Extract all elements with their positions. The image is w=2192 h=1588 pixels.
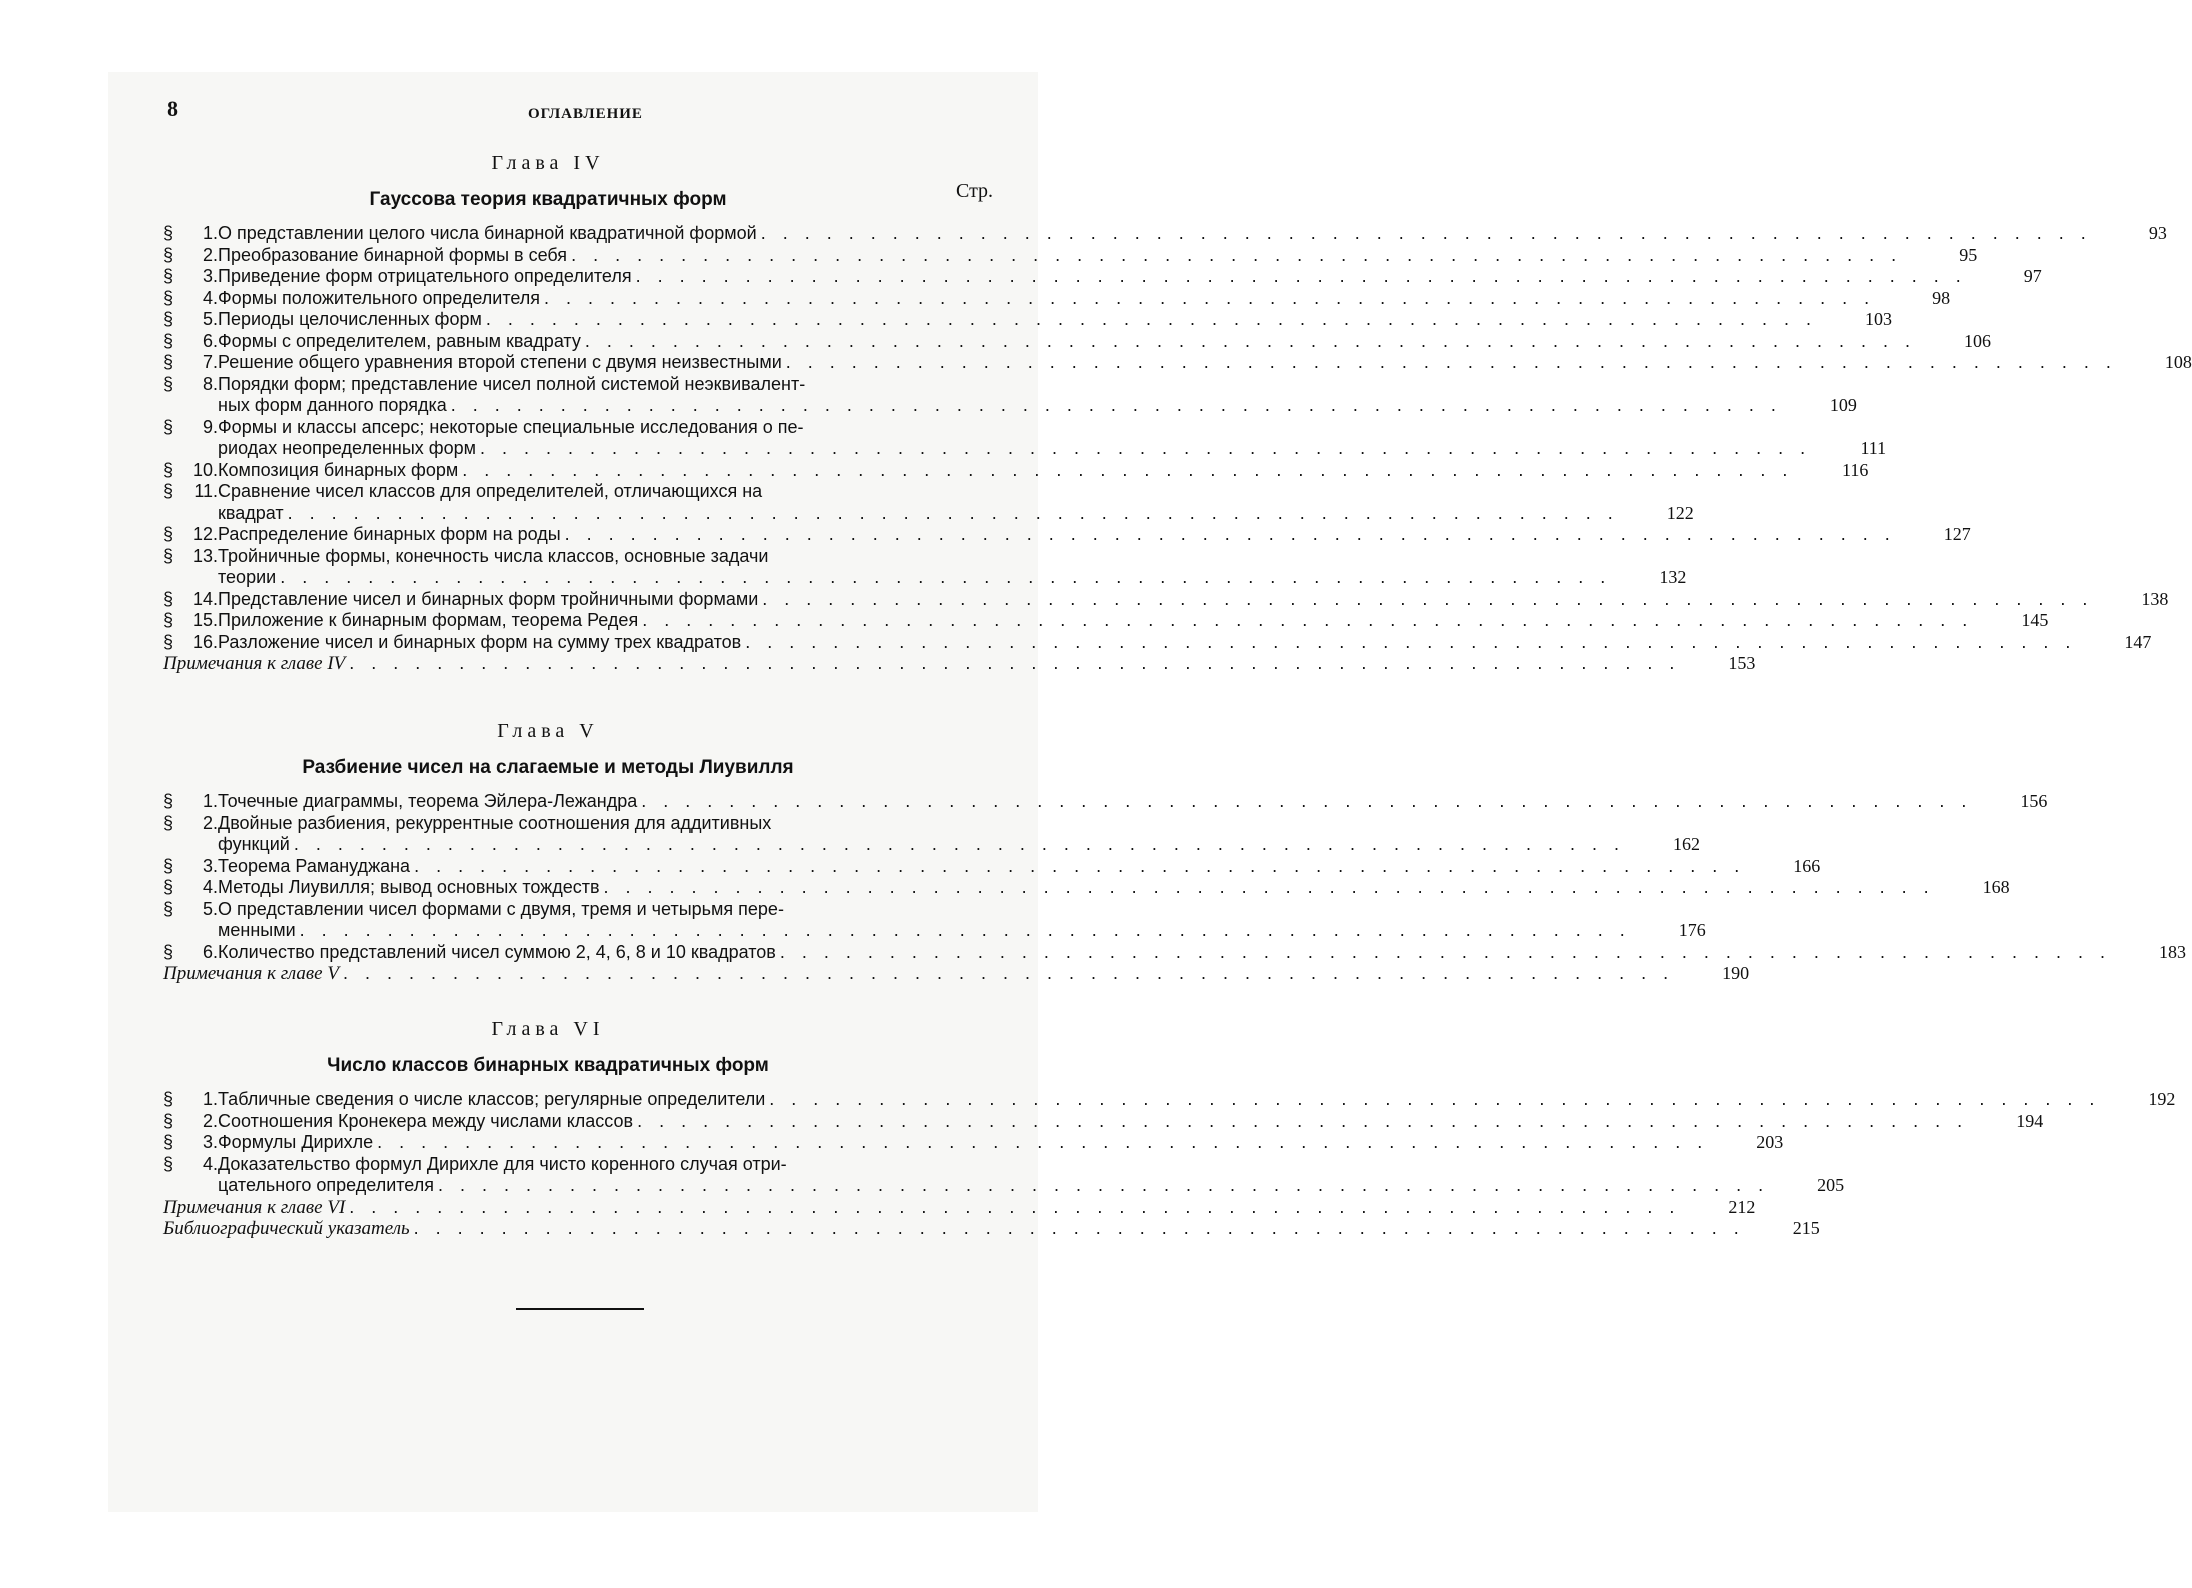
leader-line — [218, 589, 2093, 611]
toc-entry[interactable] — [163, 545, 1687, 589]
section-title-line: Теорема Рамануджана — [218, 855, 411, 876]
leader-line — [218, 791, 1972, 813]
dot-leader: . . . . . . . . . . . . . . . . . . . . . . . . . . . . . . . . . . . . . . . . . . . . . . . . . . . . . . . . . . . . . — [544, 287, 1876, 308]
section-mark: § — [163, 330, 174, 351]
bibliography-entry[interactable] — [163, 1218, 1820, 1240]
section-number — [163, 460, 218, 482]
chapter-notes-title — [163, 963, 1674, 985]
dot-leader: . . . . . . . . . . . . . . . . . . . . . . . . . . . . . . . . . . . . . . . . . . . . . . . . . . . . . . . . . . . . . — [779, 941, 2111, 962]
section-title — [218, 266, 1967, 288]
chapter-label: Глава VI — [491, 1018, 605, 1040]
section-number — [163, 1089, 218, 1111]
toc-entry[interactable] — [163, 812, 1700, 856]
section-index: 1. — [202, 1089, 218, 1109]
page-ref: 168 — [1982, 877, 2010, 897]
section-number — [163, 309, 218, 331]
section-title-line: Формулы Дирихле — [218, 1132, 374, 1152]
section-index: 2. — [202, 244, 218, 265]
section-title — [218, 1154, 1769, 1197]
section-mark: § — [163, 610, 174, 630]
section-mark: § — [163, 941, 174, 962]
page-ref: 106 — [1964, 330, 1992, 351]
page-ref: 147 — [2124, 631, 2152, 652]
section-mark: § — [163, 855, 174, 876]
page-ref: 156 — [2020, 791, 2048, 811]
page-ref: 111 — [1860, 438, 1887, 458]
leader-line — [218, 610, 1973, 632]
section-title-line: Доказательство формул Дирихле для чисто коренного случая отри- — [218, 1153, 787, 1174]
dot-leader: . . . . . . . . . . . . . . . . . . . . . . . . . . . . . . . . . . . . . . . . . . . . . . . . . . . . . . . . . . . . . — [584, 330, 1917, 351]
chapter-notes-entry[interactable] — [163, 963, 1750, 985]
toc-entry[interactable] — [163, 244, 1978, 267]
toc-list — [163, 791, 2186, 985]
dot-leader: . . . . . . . . . . . . . . . . . . . . . . . . . . . . . . . . . . . . . . . . . . . . . . . . . . . . . . . . . . . . . — [637, 1110, 1969, 1131]
toc-entry[interactable] — [163, 373, 1857, 417]
toc-entry[interactable] — [163, 1132, 1784, 1154]
section-number — [163, 791, 218, 813]
dot-leader: . . . . . . . . . . . . . . . . . . . . . . . . . . . . . . . . . . . . . . . . . . . . . . . . . . . . . . . . . . . . . — [564, 524, 1896, 544]
dot-leader: . . . . . . . . . . . . . . . . . . . . . . . . . . . . . . . . . . . . . . . . . . . . . . . . . . . . . . . . . . . . . — [280, 567, 1612, 587]
section-title-line: Периоды целочисленных форм — [218, 309, 482, 329]
section-title — [218, 331, 1916, 353]
chapter-notes-entry[interactable] — [163, 653, 1756, 675]
section-title — [218, 223, 2092, 245]
leader-line — [218, 567, 1611, 589]
section-number — [163, 266, 218, 288]
section-title-line: Распределение бинарных форм на роды — [218, 524, 561, 544]
leader-line — [218, 1111, 1968, 1133]
leader-line — [218, 834, 1625, 856]
dot-leader: . . . . . . . . . . . . . . . . . . . . . . . . . . . . . . . . . . . . . . . . . . . . . . . . . . . . . . . . . . . . . — [603, 877, 1935, 897]
section-title — [218, 460, 1793, 482]
page-ref: 203 — [1756, 1132, 1784, 1152]
section-number — [163, 856, 218, 878]
page-ref: 192 — [2148, 1089, 2176, 1109]
leader-line — [163, 653, 1680, 675]
section-title-line: риодах неопределенных форм — [218, 438, 476, 458]
section-title-line: функций — [218, 834, 290, 854]
page-ref: 212 — [1728, 1196, 1756, 1217]
leader-line — [218, 632, 2076, 654]
section-index: 8. — [202, 373, 218, 394]
section-title — [218, 546, 1611, 589]
bibliography-text: Библиографический указатель — [163, 1218, 410, 1239]
section-title — [218, 1132, 1708, 1154]
section-mark: § — [163, 373, 174, 394]
page-ref: 138 — [2141, 588, 2169, 609]
dot-leader: . . . . . . . . . . . . . . . . . . . . . . . . . . . . . . . . . . . . . . . . . . . . . . . . . . . . . . . . . . . . . — [450, 395, 1782, 415]
bibliography-title — [163, 1218, 1745, 1240]
section-title — [218, 288, 1875, 310]
page-ref: 103 — [1865, 309, 1893, 329]
leader-line — [218, 942, 2111, 964]
section-index: 14. — [192, 588, 218, 609]
page-ref: 215 — [1792, 1218, 1820, 1238]
section-title-line: Представление чисел и бинарных форм тройничными формами — [218, 588, 759, 609]
section-title-line: Порядки форм; представление чисел полной системой неэквивалент- — [218, 373, 806, 394]
toc-list — [163, 223, 2192, 675]
toc-entry[interactable] — [163, 416, 1887, 460]
dot-leader: . . . . . . . . . . . . . . . . . . . . . . . . . . . . . . . . . . . . . . . . . . . . . . . . . . . . . . . . . . . . . — [287, 502, 1619, 523]
section-title-line: Приложение к бинарным формам, теорема Редея — [218, 610, 639, 630]
section-mark: § — [163, 287, 174, 308]
section-index: 13. — [192, 545, 218, 566]
leader-line — [218, 920, 1631, 942]
section-index: 3. — [202, 266, 218, 286]
toc-entry[interactable] — [163, 631, 2152, 654]
section-title-line: Формы положительного определителя — [218, 287, 541, 308]
section-index: 5. — [202, 898, 218, 919]
page-ref: 145 — [2021, 610, 2049, 630]
end-rule — [516, 1308, 644, 1310]
page-ref: 153 — [1728, 653, 1756, 673]
section-title — [218, 813, 1625, 856]
toc-entry[interactable] — [163, 1089, 2176, 1111]
section-index: 4. — [202, 287, 218, 308]
toc-entry[interactable] — [163, 481, 1694, 524]
dot-leader: . . . . . . . . . . . . . . . . . . . . . . . . . . . . . . . . . . . . . . . . . . . . . . . . . . . . . . . . . . . . . — [293, 834, 1625, 854]
section-index: 1. — [202, 791, 218, 811]
toc-entry[interactable] — [163, 877, 2010, 899]
toc-entry[interactable] — [163, 941, 2186, 964]
section-number — [163, 546, 218, 568]
page-ref: 95 — [1959, 244, 1978, 265]
section-title-line: Сравнение чисел классов для определителей, отличающихся на — [218, 481, 763, 501]
section-title — [218, 245, 1902, 267]
leader-line — [218, 524, 1896, 546]
section-mark: § — [163, 459, 174, 480]
section-mark: § — [163, 1132, 174, 1152]
section-title — [218, 791, 1972, 813]
page-ref: 116 — [1842, 459, 1869, 480]
section-title-line: Точечные диаграммы, теорема Эйлера-Лежандра — [218, 791, 638, 811]
section-title-line: теории — [218, 567, 277, 587]
section-title-line: Тройничные формы, конечность числа классов, основные задачи — [218, 545, 769, 566]
dot-leader: . . . . . . . . . . . . . . . . . . . . . . . . . . . . . . . . . . . . . . . . . . . . . . . . . . . . . . . . . . . . . — [485, 309, 1818, 329]
section-number — [163, 524, 218, 546]
section-number — [163, 223, 218, 245]
toc-entry[interactable] — [163, 791, 2048, 813]
section-index: 4. — [202, 877, 218, 897]
section-title-line: Формы и классы апсерс; некоторые специальные исследования о пе- — [218, 416, 804, 437]
section-mark: § — [163, 545, 174, 566]
section-title — [218, 942, 2111, 964]
toc-entry[interactable] — [163, 898, 1706, 942]
section-mark: § — [163, 588, 174, 609]
section-number — [163, 1111, 218, 1133]
section-index: 2. — [202, 812, 218, 833]
section-title — [218, 877, 1935, 899]
leader-line — [218, 460, 1793, 482]
dot-leader: . . . . . . . . . . . . . . . . . . . . . . . . . . . . . . . . . . . . . . . . . . . . . . . . . . . . . . . . . . . . . — [745, 631, 2077, 652]
toc-entry[interactable] — [163, 330, 1992, 353]
leader-line — [218, 856, 1745, 878]
section-title-line: Двойные разбиения, рекуррентные соотношения для аддитивных — [218, 812, 772, 833]
page-ref: 162 — [1672, 834, 1700, 854]
toc-entry[interactable] — [163, 223, 2167, 245]
dot-leader: . . . . . . . . . . . . . . . . . . . . . . . . . . . . . . . . . . . . . . . . . . . . . . . . . . . . . . . . . . . . . — [437, 1175, 1770, 1195]
dot-leader: . . . . . . . . . . . . . . . . . . . . . . . . . . . . . . . . . . . . . . . . . . . . . . . . . . . . . . . . . . . . . — [480, 438, 1812, 458]
toc-entry[interactable] — [163, 309, 1893, 331]
toc-entry[interactable] — [163, 287, 1951, 310]
page-ref: 190 — [1722, 963, 1750, 983]
section-title — [218, 481, 1619, 524]
section-number — [163, 417, 218, 439]
section-index: 5. — [202, 309, 218, 329]
toc-entry[interactable] — [163, 352, 2192, 374]
dot-leader: . . . . . . . . . . . . . . . . . . . . . . . . . . . . . . . . . . . . . . . . . . . . . . . . . . . . . . . . . . . . . — [635, 266, 1967, 286]
dot-leader: . . . . . . . . . . . . . . . . . . . . . . . . . . . . . . . . . . . . . . . . . . . . . . . . . . . . . . . . . . . . . — [377, 1132, 1709, 1152]
leader-line — [218, 266, 1967, 288]
leader-line — [218, 309, 1817, 331]
section-index: 15. — [192, 610, 218, 630]
section-title — [218, 899, 1631, 942]
section-title — [218, 856, 1745, 878]
section-title-line: цательного определителя — [218, 1175, 434, 1195]
section-mark: § — [163, 416, 174, 437]
section-mark: § — [163, 812, 174, 833]
section-title-line: Соотношения Кронекера между числами классов — [218, 1110, 634, 1131]
chapter-title: Число классов бинарных квадратичных форм — [327, 1055, 769, 1076]
dot-leader: . . . . . . . . . . . . . . . . . . . . . . . . . . . . . . . . . . . . . . . . . . . . . . . . . . . . . . . . . . . . . — [349, 1196, 1681, 1217]
chapter-title: Гауссова теория квадратичных форм — [369, 189, 727, 210]
section-mark: § — [163, 1153, 174, 1174]
section-title — [218, 417, 1811, 460]
section-mark: § — [163, 481, 174, 501]
section-title — [218, 589, 2093, 611]
section-title-line: ных форм данного порядка — [218, 395, 447, 415]
dot-leader: . . . . . . . . . . . . . . . . . . . . . . . . . . . . . . . . . . . . . . . . . . . . . . . . . . . . . . . . . . . . . — [349, 653, 1681, 673]
leader-line — [218, 1175, 1769, 1197]
dot-leader: . . . . . . . . . . . . . . . . . . . . . . . . . . . . . . . . . . . . . . . . . . . . . . . . . . . . . . . . . . . . . — [762, 588, 2094, 609]
section-title — [218, 352, 2117, 374]
toc-entry[interactable] — [163, 459, 1869, 482]
page-ref: 205 — [1817, 1175, 1845, 1195]
section-title — [218, 374, 1782, 417]
section-number — [163, 899, 218, 921]
section-title — [218, 524, 1896, 546]
page-number: 8 — [167, 96, 178, 121]
page-column-label: Стр. — [956, 180, 994, 202]
toc-entry[interactable] — [163, 1153, 1845, 1197]
section-title-line: О представлении чисел формами с двумя, тремя и четырьмя пере- — [218, 898, 784, 919]
chapter-6 — [163, 1018, 2176, 1240]
section-index: 2. — [202, 1110, 218, 1131]
toc-list — [163, 1089, 2176, 1240]
section-number — [163, 589, 218, 611]
dot-leader: . . . . . . . . . . . . . . . . . . . . . . . . . . . . . . . . . . . . . . . . . . . . . . . . . . . . . . . . . . . . . — [642, 610, 1974, 630]
page-ref: 108 — [2164, 352, 2192, 372]
section-mark: § — [163, 309, 174, 329]
chapter-notes-title — [163, 653, 1680, 675]
leader-line — [218, 1132, 1708, 1154]
section-number — [163, 632, 218, 654]
section-number — [163, 813, 218, 835]
page-ref: 109 — [1829, 395, 1857, 415]
section-number — [163, 1132, 218, 1154]
dot-leader: . . . . . . . . . . . . . . . . . . . . . . . . . . . . . . . . . . . . . . . . . . . . . . . . . . . . . . . . . . . . . — [342, 963, 1675, 983]
leader-line — [218, 223, 2092, 245]
section-mark: § — [163, 898, 174, 919]
section-title-line: квадрат — [218, 502, 284, 523]
dot-leader: . . . . . . . . . . . . . . . . . . . . . . . . . . . . . . . . . . . . . . . . . . . . . . . . . . . . . . . . . . . . . — [769, 1089, 2101, 1109]
chapter-notes-text: Примечания к главе VI — [163, 1196, 346, 1218]
section-title — [218, 610, 1973, 632]
section-title — [218, 632, 2076, 654]
section-number — [163, 610, 218, 632]
dot-leader: . . . . . . . . . . . . . . . . . . . . . . . . . . . . . . . . . . . . . . . . . . . . . . . . . . . . . . . . . . . . . — [414, 855, 1746, 876]
leader-line — [163, 1218, 1745, 1240]
section-mark: § — [163, 791, 174, 811]
leader-line — [218, 331, 1916, 353]
chapter-title: Разбиение чисел на слагаемые и методы Лиувилля — [302, 757, 794, 778]
chapter-4 — [163, 152, 2192, 675]
page-ref: 166 — [1793, 855, 1821, 876]
section-mark: § — [163, 524, 174, 544]
page-ref: 127 — [1943, 524, 1971, 544]
page-ref: 176 — [1678, 920, 1706, 940]
toc-entry[interactable] — [163, 524, 1971, 546]
leader-line — [218, 877, 1935, 899]
toc-entry[interactable] — [163, 855, 1821, 878]
section-index: 7. — [202, 352, 218, 372]
page-ref: 132 — [1659, 567, 1687, 587]
section-number — [163, 331, 218, 353]
section-mark: § — [163, 244, 174, 265]
page-ref: 97 — [2023, 266, 2042, 286]
toc-entry[interactable] — [163, 610, 2049, 632]
leader-line — [218, 352, 2117, 374]
section-index: 1. — [202, 223, 218, 243]
section-index: 16. — [192, 631, 218, 652]
toc-entry[interactable] — [163, 1110, 2044, 1133]
section-title-line: Композиция бинарных форм — [218, 459, 459, 480]
section-index: 3. — [202, 1132, 218, 1152]
leader-line — [218, 438, 1811, 460]
chapter-notes-text: Примечания к главе V — [163, 963, 339, 984]
section-title-line: О представлении целого числа бинарной квадратичной формой — [218, 223, 757, 243]
page-ref: 122 — [1666, 502, 1694, 523]
dot-leader: . . . . . . . . . . . . . . . . . . . . . . . . . . . . . . . . . . . . . . . . . . . . . . . . . . . . . . . . . . . . . — [413, 1218, 1745, 1238]
section-number — [163, 374, 218, 396]
running-title: ОГЛАВЛЕНИЕ — [528, 106, 643, 122]
dot-leader: . . . . . . . . . . . . . . . . . . . . . . . . . . . . . . . . . . . . . . . . . . . . . . . . . . . . . . . . . . . . . — [785, 352, 2117, 372]
section-title-line: Табличные сведения о числе классов; регулярные определители — [218, 1089, 766, 1109]
section-title-line: Формы с определителем, равным квадрату — [218, 330, 581, 351]
section-mark: § — [163, 352, 174, 372]
section-title-line: Преобразование бинарной формы в себя — [218, 244, 568, 265]
chapter-notes-title — [163, 1197, 1680, 1219]
page-ref: 98 — [1932, 287, 1951, 308]
dot-leader: . . . . . . . . . . . . . . . . . . . . . . . . . . . . . . . . . . . . . . . . . . . . . . . . . . . . . . . . . . . . . — [299, 920, 1631, 940]
section-title — [218, 309, 1817, 331]
section-index: 9. — [202, 416, 218, 437]
section-index: 6. — [202, 330, 218, 351]
section-title-line: Методы Лиувилля; вывод основных тождеств — [218, 877, 600, 897]
section-number — [163, 877, 218, 899]
dot-leader: . . . . . . . . . . . . . . . . . . . . . . . . . . . . . . . . . . . . . . . . . . . . . . . . . . . . . . . . . . . . . — [462, 459, 1794, 480]
page-ref: 183 — [2158, 941, 2186, 962]
leader-line — [218, 1089, 2100, 1111]
section-mark: § — [163, 223, 174, 243]
section-mark: § — [163, 1089, 174, 1109]
section-title-line: менными — [218, 920, 296, 940]
toc-entry[interactable] — [163, 588, 2169, 611]
page-ref: 93 — [2148, 223, 2167, 243]
section-mark: § — [163, 266, 174, 286]
chapter-5 — [163, 720, 2186, 985]
leader-line — [218, 245, 1902, 267]
section-number — [163, 352, 218, 374]
section-mark: § — [163, 877, 174, 897]
chapter-notes-text: Примечания к главе IV — [163, 653, 346, 674]
section-mark: § — [163, 631, 174, 652]
page-ref: 194 — [2016, 1110, 2044, 1131]
section-title — [218, 1089, 2100, 1111]
chapter-label: Глава V — [497, 720, 599, 742]
section-index: 6. — [202, 941, 218, 962]
section-index: 4. — [202, 1153, 218, 1174]
chapter-notes-entry[interactable] — [163, 1196, 1756, 1219]
section-number — [163, 288, 218, 310]
section-number — [163, 1154, 218, 1176]
section-title-line: Решение общего уравнения второй степени с двумя неизвестными — [218, 352, 782, 372]
leader-line — [218, 395, 1782, 417]
chapter-label: Глава IV — [491, 152, 605, 174]
section-mark: § — [163, 1110, 174, 1131]
dot-leader: . . . . . . . . . . . . . . . . . . . . . . . . . . . . . . . . . . . . . . . . . . . . . . . . . . . . . . . . . . . . . — [641, 791, 1973, 811]
section-index: 3. — [202, 855, 218, 876]
section-title-line: Разложение чисел и бинарных форм на сумму трех квадратов — [218, 631, 742, 652]
section-index: 11. — [194, 481, 218, 501]
dot-leader: . . . . . . . . . . . . . . . . . . . . . . . . . . . . . . . . . . . . . . . . . . . . . . . . . . . . . . . . . . . . . — [760, 223, 2092, 243]
section-title — [218, 1111, 1968, 1133]
dot-leader: . . . . . . . . . . . . . . . . . . . . . . . . . . . . . . . . . . . . . . . . . . . . . . . . . . . . . . . . . . . . . — [571, 244, 1903, 265]
section-number — [163, 481, 218, 503]
leader-line — [163, 1197, 1680, 1219]
section-title-line: Приведение форм отрицательного определителя — [218, 266, 632, 286]
leader-line — [163, 963, 1674, 985]
toc-entry[interactable] — [163, 266, 2042, 288]
section-title-line: Количество представлений чисел суммою 2, 4, 6, 8 и 10 квадратов — [218, 941, 776, 962]
section-index: 10. — [192, 459, 218, 480]
section-index: 12. — [192, 524, 218, 544]
leader-line — [218, 503, 1619, 525]
section-number — [163, 245, 218, 267]
leader-line — [218, 288, 1875, 310]
section-number — [163, 942, 218, 964]
